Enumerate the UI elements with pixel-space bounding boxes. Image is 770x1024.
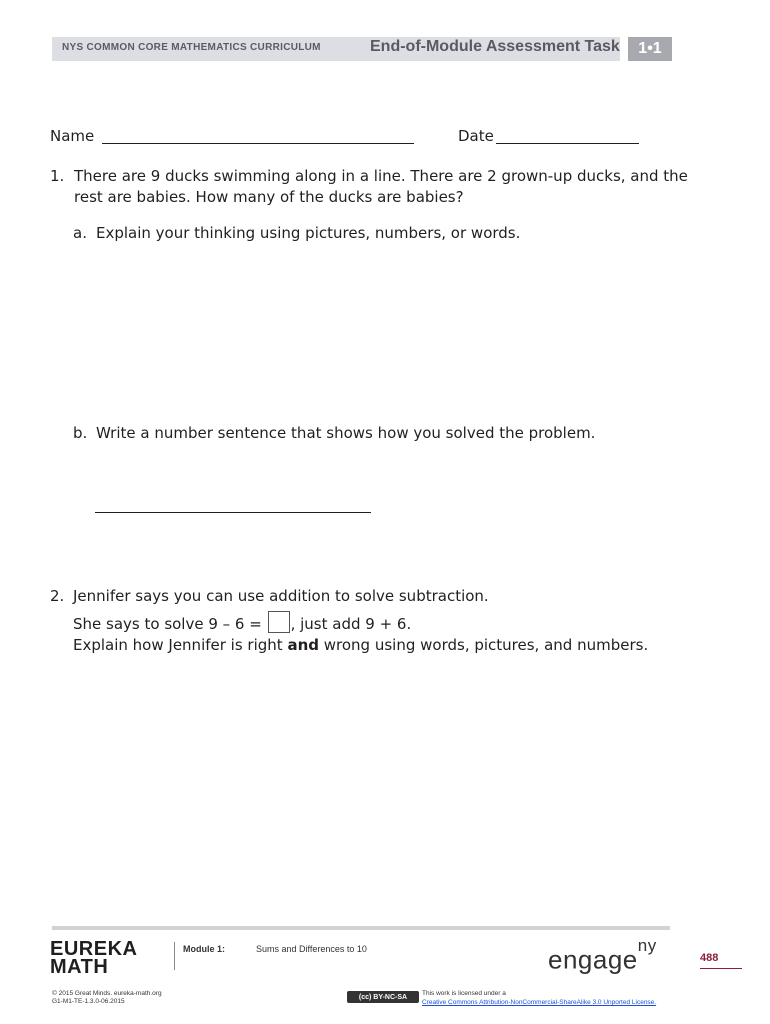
license-link[interactable]: Creative Commons Attribution-NonCommercial-ShareAlike 3.0 Unported License. [422,999,657,1006]
problem-1-text-line-1: There are 9 ducks swimming along in a line. There are 2 grown-up ducks, and the [74,167,688,185]
problem-2-equation-start: She says to solve 9 – 6 = [73,615,267,633]
problem-2-text-line-2 [73,611,411,633]
curriculum-title: NYS COMMON CORE MATHEMATICS CURRICULUM [62,42,321,53]
page-number: 488 [700,952,719,964]
emphasis-and: and [287,636,319,654]
date-field[interactable] [496,143,639,144]
page-number-underline [700,968,742,969]
problem-2-equation-end: , just add 9 + 6. [290,615,412,633]
problem-1-text-line-2: rest are babies. How many of the ducks are babies? [74,188,464,206]
eureka-logo-line-1: EUREKA [50,938,138,960]
problem-2-work-area[interactable] [73,665,663,915]
engageny-logo [548,936,657,976]
problem-2-instruction-end: wrong using words, pictures, and numbers. [319,636,649,654]
eureka-math-logo [50,940,137,976]
eureka-logo-line-2: MATH [50,956,109,978]
problem-2-text-line-3 [73,636,648,654]
name-label: Name [50,127,95,145]
license-text: This work is licensed under a [422,990,506,997]
module-label: Module 1: [183,944,225,954]
engage-text: engage [548,944,638,975]
copyright-line-2: G1-M1-TE-1.3.0-06.2015 [52,998,125,1005]
copyright-line-1: © 2015 Great Minds. eureka-math.org [52,990,162,997]
module-lesson-badge: 1•1 [628,37,672,61]
assessment-task-title: End-of-Module Assessment Task [370,38,620,55]
answer-box[interactable] [268,611,290,633]
part-a-letter: a. [73,224,87,242]
footer-divider [174,942,175,970]
copyright [52,990,162,1006]
cc-license-badge: (cc) BY-NC-SA [347,991,419,1003]
problem-1-number: 1. [50,167,65,185]
problem-2-number: 2. [50,587,65,605]
module-topic: Sums and Differences to 10 [256,944,367,954]
part-a-prompt: Explain your thinking using pictures, numbers, or words. [96,224,521,242]
problem-2-instruction-start: Explain how Jennifer is right [73,636,288,654]
name-field[interactable] [102,143,414,144]
part-a-work-area[interactable] [96,250,656,410]
part-b-prompt: Write a number sentence that shows how you solved the problem. [96,424,596,442]
date-label: Date [458,127,494,145]
number-sentence-answer-line[interactable] [95,512,371,513]
problem-2-text-line-1: Jennifer says you can use addition to solve subtraction. [73,587,489,605]
part-b-letter: b. [73,424,88,442]
footer-rule [52,926,670,930]
ny-text: ny [637,936,657,955]
